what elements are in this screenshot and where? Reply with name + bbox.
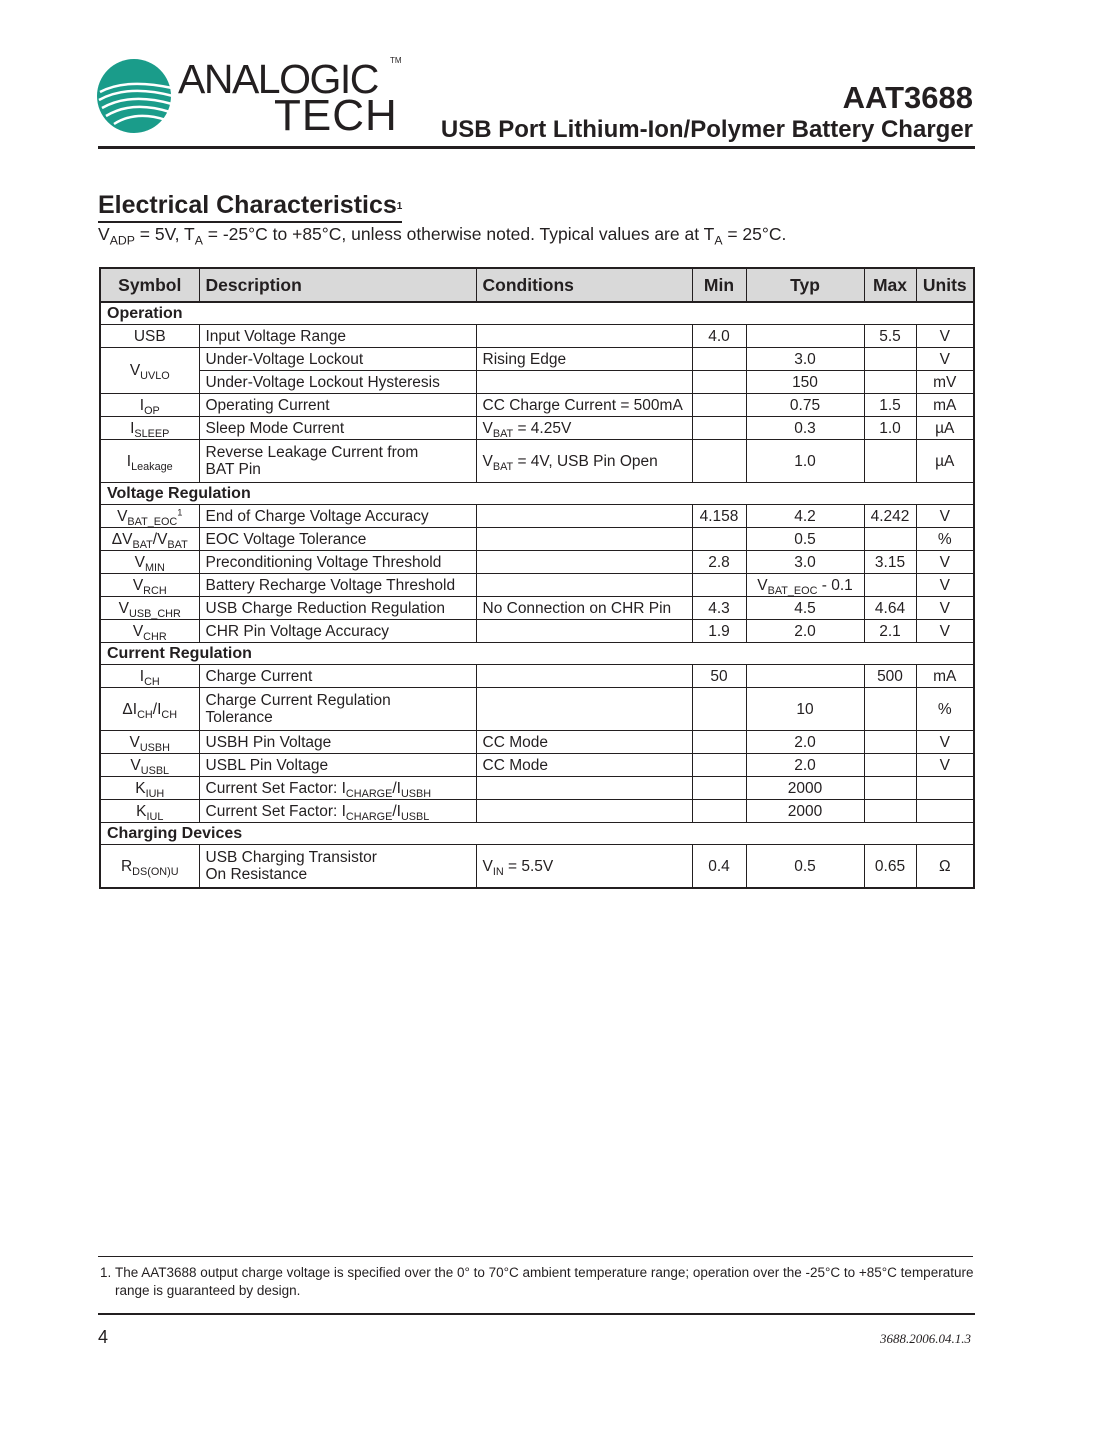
- table-row: [100, 800, 974, 823]
- symbol-sub: IUH: [145, 787, 165, 800]
- cell-conditions: [476, 528, 692, 551]
- cond-rest: = 4V, USB Pin Open: [513, 452, 658, 470]
- cell-units: %: [916, 528, 974, 551]
- cell-description: USBL Pin Voltage: [199, 754, 476, 777]
- cell-description: Charge Current: [199, 665, 476, 688]
- cell-units: V: [916, 754, 974, 777]
- cell-min: 4.158: [692, 505, 746, 528]
- cell-max: [864, 440, 916, 483]
- cond-base: V: [482, 452, 493, 470]
- symbol-sub: BAT: [167, 538, 188, 551]
- table-row: [100, 665, 974, 688]
- symbol-base: ΔI: [122, 700, 138, 718]
- cell-units: mV: [916, 371, 974, 394]
- cell-symbol: [100, 417, 199, 440]
- symbol-sub: DS(ON)U: [132, 865, 179, 878]
- cond-rest: = 4.25V: [513, 419, 572, 437]
- cell-symbol: [100, 845, 199, 889]
- cell-description: USBH Pin Voltage: [199, 731, 476, 754]
- cell-conditions: [476, 574, 692, 597]
- symbol-sub: CH: [144, 675, 160, 688]
- cell-units: [916, 800, 974, 823]
- cell-symbol: [100, 440, 199, 483]
- cond-sub: BAT: [492, 427, 514, 440]
- table-row: [100, 731, 974, 754]
- cond-sub: A: [194, 233, 203, 248]
- desc-part: Current Set Factor: I: [205, 779, 346, 797]
- cell-typ: 1.0: [746, 440, 864, 483]
- cell-conditions: [476, 325, 692, 348]
- symbol-base: V: [117, 507, 128, 525]
- symbol-sub: USBL: [140, 764, 170, 777]
- table-row: [100, 505, 974, 528]
- cell-conditions: [476, 620, 692, 643]
- cell-description: Operating Current: [199, 394, 476, 417]
- cell-typ: 2000: [746, 777, 864, 800]
- symbol-base: V: [132, 622, 144, 640]
- cell-min: [692, 731, 746, 754]
- symbol-base: ΔV: [111, 530, 133, 548]
- desc-sub: CHARGE: [345, 810, 393, 823]
- table-row: [100, 551, 974, 574]
- symbol-sub: CHR: [143, 630, 167, 643]
- cell-typ: 2.0: [746, 731, 864, 754]
- cell-symbol: [100, 688, 199, 731]
- cond-base: V: [482, 419, 493, 437]
- cell-symbol: [100, 731, 199, 754]
- col-header-max: Max: [864, 268, 916, 302]
- cell-description: USB Charging Transistor On Resistance: [199, 845, 476, 889]
- cell-max: 500: [864, 665, 916, 688]
- cell-max: [864, 688, 916, 731]
- cell-conditions: [476, 440, 692, 483]
- cell-typ: 0.3: [746, 417, 864, 440]
- symbol-base: K: [136, 802, 147, 820]
- table-header-row: [100, 268, 974, 302]
- cell-max: 5.5: [864, 325, 916, 348]
- cond-rest: = 5.5V: [503, 857, 554, 875]
- cell-max: [864, 528, 916, 551]
- table-row: [100, 574, 974, 597]
- cell-min: 1.9: [692, 620, 746, 643]
- cell-conditions: [476, 777, 692, 800]
- cell-max: [864, 800, 916, 823]
- cell-max: [864, 754, 916, 777]
- cell-min: 4.0: [692, 325, 746, 348]
- cell-symbol: [100, 394, 199, 417]
- cell-symbol: [100, 777, 199, 800]
- table-row: [100, 597, 974, 620]
- cell-description: Reverse Leakage Current from BAT Pin: [199, 440, 476, 483]
- symbol-base: V: [129, 733, 140, 751]
- col-header-symbol: Symbol: [100, 268, 199, 302]
- cell-description: [199, 800, 476, 823]
- typ-base: V: [757, 576, 768, 594]
- cell-typ: 150: [746, 371, 864, 394]
- desc-part: Current Set Factor: I: [205, 802, 346, 820]
- symbol-sub: BAT_EOC: [127, 515, 178, 528]
- cell-typ: 3.0: [746, 348, 864, 371]
- cell-max: [864, 777, 916, 800]
- desc-sub: CHARGE: [345, 787, 393, 800]
- table-row: [100, 348, 974, 371]
- document-title: USB Port Lithium-Ion/Polymer Battery Charger: [440, 116, 973, 143]
- col-header-description: Description: [199, 268, 476, 302]
- logo-wordmark-top: ANALOGIC: [178, 56, 378, 102]
- cell-description: Input Voltage Range: [199, 325, 476, 348]
- cell-min: 2.8: [692, 551, 746, 574]
- cond-part: = -25°C to +85°C, unless otherwise noted. Typical values are at T: [202, 224, 715, 244]
- cell-min: [692, 394, 746, 417]
- cell-symbol: [100, 505, 199, 528]
- cell-conditions: [476, 551, 692, 574]
- symbol-base: I: [139, 667, 145, 685]
- cond-sub: BAT: [492, 460, 514, 473]
- table-row: [100, 325, 974, 348]
- cell-min: [692, 417, 746, 440]
- cell-description: Under-Voltage Lockout: [199, 348, 476, 371]
- cell-units: V: [916, 620, 974, 643]
- cell-units: V: [916, 597, 974, 620]
- cond-part: = 5V, T: [134, 224, 195, 244]
- cell-typ: 10: [746, 688, 864, 731]
- cell-typ: 0.75: [746, 394, 864, 417]
- cell-units: [916, 777, 974, 800]
- cell-min: [692, 440, 746, 483]
- cell-symbol: [100, 800, 199, 823]
- header-divider: [98, 146, 975, 149]
- table-row: [100, 440, 974, 483]
- footnote-divider: [98, 1256, 973, 1257]
- col-header-units: Units: [916, 268, 974, 302]
- cell-max: [864, 574, 916, 597]
- cell-typ: 4.2: [746, 505, 864, 528]
- symbol-sub: Leakage: [131, 460, 173, 473]
- cell-min: 4.3: [692, 597, 746, 620]
- cell-conditions: [476, 665, 692, 688]
- symbol-sub: BAT: [132, 538, 153, 551]
- cell-max: 3.15: [864, 551, 916, 574]
- cell-min: 0.4: [692, 845, 746, 889]
- desc-sub: USBL: [400, 810, 430, 823]
- symbol-base: V: [132, 576, 144, 594]
- cell-conditions: CC Mode: [476, 731, 692, 754]
- cond-base: V: [482, 857, 493, 875]
- symbol-base: I: [126, 452, 132, 470]
- cell-conditions: CC Mode: [476, 754, 692, 777]
- cell-typ: 0.5: [746, 845, 864, 889]
- symbol-sub: OP: [144, 404, 160, 417]
- cell-typ: 4.5: [746, 597, 864, 620]
- cell-symbol: [100, 528, 199, 551]
- cell-max: [864, 371, 916, 394]
- col-header-conditions: Conditions: [476, 268, 692, 302]
- cell-max: [864, 348, 916, 371]
- cell-typ: 3.0: [746, 551, 864, 574]
- symbol-base: K: [135, 779, 146, 797]
- test-conditions: [98, 224, 787, 248]
- symbol-sub: UVLO: [140, 369, 170, 382]
- cond-sub: IN: [492, 865, 504, 878]
- symbol-sub: RCH: [143, 584, 167, 597]
- typ-rest: - 0.1: [817, 576, 853, 594]
- cell-units: Ω: [916, 845, 974, 889]
- cell-description: [199, 777, 476, 800]
- cond-sub: ADP: [109, 233, 135, 248]
- cell-conditions: [476, 845, 692, 889]
- table-row: [100, 620, 974, 643]
- group-row-charging-devices: [100, 823, 974, 845]
- cell-min: [692, 348, 746, 371]
- cell-symbol: [100, 754, 199, 777]
- cell-max: 2.1: [864, 620, 916, 643]
- cell-typ: [746, 325, 864, 348]
- cell-description: Preconditioning Voltage Threshold: [199, 551, 476, 574]
- col-header-typ: Typ: [746, 268, 864, 302]
- cell-min: [692, 574, 746, 597]
- cell-units: V: [916, 325, 974, 348]
- desc-part: /I: [392, 779, 401, 797]
- cell-typ: 2.0: [746, 620, 864, 643]
- cell-description: CHR Pin Voltage Accuracy: [199, 620, 476, 643]
- logo-globe-icon: [96, 58, 174, 134]
- trademark-symbol: TM: [390, 56, 402, 65]
- symbol-base: V: [130, 756, 141, 774]
- cell-typ: 2000: [746, 800, 864, 823]
- cond-sub: A: [714, 233, 723, 248]
- table-row: [100, 417, 974, 440]
- section-title-footnote-ref: 1: [396, 201, 403, 212]
- cell-typ: 2.0: [746, 754, 864, 777]
- cell-typ: [746, 665, 864, 688]
- section-title: [98, 190, 402, 223]
- cell-conditions: [476, 688, 692, 731]
- cell-min: [692, 754, 746, 777]
- cell-conditions: [476, 800, 692, 823]
- cell-units: µA: [916, 440, 974, 483]
- cell-symbol: [100, 348, 199, 394]
- cell-units: mA: [916, 394, 974, 417]
- group-label: Operation: [100, 302, 974, 325]
- symbol-base: /I: [152, 700, 162, 718]
- group-label: Voltage Regulation: [100, 483, 974, 505]
- footnote-text: The AAT3688 output charge voltage is specified over the 0° to 70°C ambient temperature range; operation over the -25°C to +85°C temperature range is guaranteed by design.: [115, 1265, 974, 1298]
- footnote: [100, 1264, 980, 1300]
- cell-symbol: [100, 574, 199, 597]
- desc-sub: USBH: [400, 787, 432, 800]
- cell-units: µA: [916, 417, 974, 440]
- symbol-base: I: [130, 419, 135, 437]
- cell-description: Under-Voltage Lockout Hysteresis: [199, 371, 476, 394]
- cell-description: EOC Voltage Tolerance: [199, 528, 476, 551]
- symbol-base: V: [134, 553, 145, 571]
- cell-conditions: CC Charge Current = 500mA: [476, 394, 692, 417]
- cell-max: [864, 731, 916, 754]
- symbol-base: V: [118, 599, 129, 617]
- cell-description: Charge Current Regulation Tolerance: [199, 688, 476, 731]
- symbol-sub: USB_CHR: [129, 607, 181, 620]
- table-row: [100, 371, 974, 394]
- cell-symbol: [100, 551, 199, 574]
- group-row-voltage-regulation: [100, 483, 974, 505]
- symbol-base: /V: [152, 530, 168, 548]
- cell-description: Battery Recharge Voltage Threshold: [199, 574, 476, 597]
- cell-symbol: [100, 597, 199, 620]
- cell-typ: 0.5: [746, 528, 864, 551]
- cell-units: V: [916, 731, 974, 754]
- page-number: 4: [98, 1327, 109, 1347]
- table-row: [100, 845, 974, 889]
- table-row: [100, 777, 974, 800]
- cell-units: V: [916, 505, 974, 528]
- section-title-text: Electrical Characteristics: [98, 191, 397, 219]
- cell-min: [692, 777, 746, 800]
- desc-part: /I: [392, 802, 401, 820]
- table-row: [100, 528, 974, 551]
- symbol-base: I: [139, 396, 145, 414]
- cell-conditions: No Connection on CHR Pin: [476, 597, 692, 620]
- document-code: 3688.2006.04.1.3: [880, 1331, 971, 1346]
- cell-typ: [746, 574, 864, 597]
- cell-symbol: [100, 620, 199, 643]
- group-row-operation: [100, 302, 974, 325]
- cell-description: USB Charge Reduction Regulation: [199, 597, 476, 620]
- cell-conditions: [476, 371, 692, 394]
- group-row-current-regulation: [100, 643, 974, 665]
- cell-description: Sleep Mode Current: [199, 417, 476, 440]
- typ-sub: BAT_EOC: [767, 584, 818, 597]
- cell-max: 0.65: [864, 845, 916, 889]
- table-row: [100, 394, 974, 417]
- cell-max: 1.0: [864, 417, 916, 440]
- cell-min: [692, 688, 746, 731]
- company-logo: [96, 56, 416, 140]
- cond-part: = 25°C.: [722, 224, 787, 244]
- cell-max: 1.5: [864, 394, 916, 417]
- table-row: [100, 754, 974, 777]
- part-number: AAT3688: [842, 80, 973, 115]
- cell-symbol: [100, 665, 199, 688]
- cell-units: V: [916, 551, 974, 574]
- group-label: Charging Devices: [100, 823, 974, 845]
- cell-min: [692, 528, 746, 551]
- col-header-min: Min: [692, 268, 746, 302]
- symbol-footnote-ref: 1: [177, 506, 183, 517]
- symbol-sub: USBH: [139, 741, 170, 754]
- group-label: Current Regulation: [100, 643, 974, 665]
- logo-wordmark-bottom: TECH: [274, 91, 398, 140]
- symbol-base: R: [120, 857, 133, 875]
- cell-conditions: Rising Edge: [476, 348, 692, 371]
- cell-units: V: [916, 574, 974, 597]
- cell-description: End of Charge Voltage Accuracy: [199, 505, 476, 528]
- cond-part: V: [98, 224, 110, 244]
- footnote-number: 1.: [100, 1265, 112, 1280]
- symbol-sub: IUL: [146, 810, 164, 823]
- footer-divider: [98, 1313, 975, 1315]
- symbol-base: V: [129, 362, 141, 379]
- cell-max: 4.242: [864, 505, 916, 528]
- cell-min: [692, 800, 746, 823]
- cell-min: 50: [692, 665, 746, 688]
- cell-units: V: [916, 348, 974, 371]
- symbol-sub: MIN: [144, 561, 165, 574]
- cell-conditions: [476, 417, 692, 440]
- cell-conditions: [476, 505, 692, 528]
- table-row: [100, 688, 974, 731]
- symbol-sub: CH: [161, 708, 178, 721]
- symbol-sub: SLEEP: [134, 427, 170, 440]
- cell-max: 4.64: [864, 597, 916, 620]
- cell-min: [692, 371, 746, 394]
- symbol-sub: CH: [137, 708, 153, 721]
- cell-units: %: [916, 688, 974, 731]
- cell-units: mA: [916, 665, 974, 688]
- electrical-characteristics-table: [99, 267, 975, 889]
- cell-symbol: USB: [100, 325, 199, 348]
